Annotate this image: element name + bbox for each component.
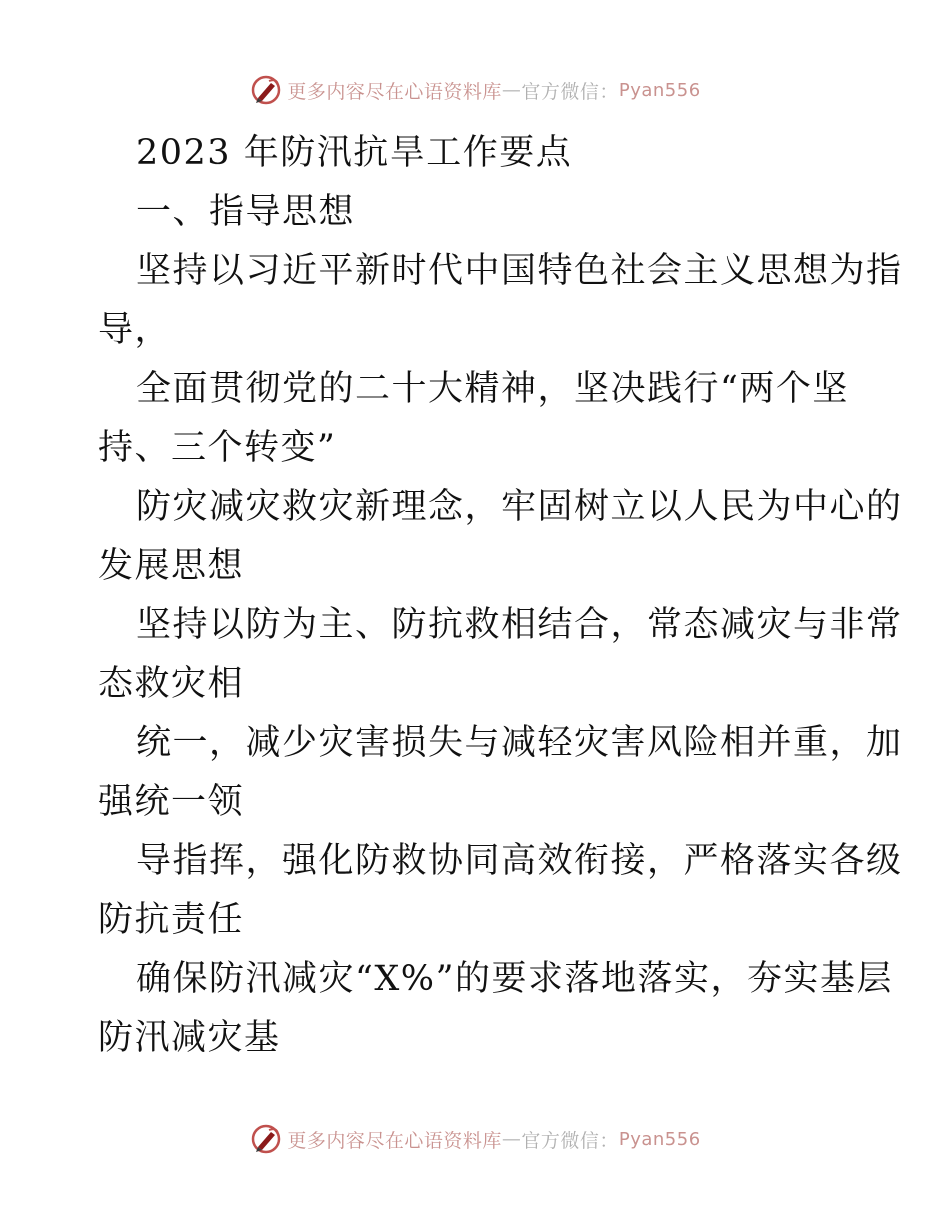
doc-line: 坚持以习近平新时代中国特色社会主义思想为指 [136, 251, 903, 291]
watermark-id: Pyan556 [618, 1128, 701, 1150]
doc-line: 持、三个转变” [98, 428, 337, 468]
doc-line: 防抗责任 [98, 900, 245, 940]
watermark-label: 官方微信： [521, 80, 619, 103]
doc-line: 导指挥，强化防救协同高效衔接，严格落实各级 [136, 841, 903, 881]
doc-line: 发展思想 [98, 546, 245, 586]
doc-line: 防灾减灾救灾新理念，牢固树立以人民为中心的 [136, 487, 903, 527]
doc-line: 坚持以防为主、防抗救相结合，常态减灾与非常 [136, 605, 903, 645]
doc-line-title: 2023 年防汛抗旱工作要点 [136, 133, 573, 173]
watermark-separator: — [501, 79, 522, 101]
doc-line-heading: 一、指导思想 [136, 192, 356, 232]
watermark-text: 更多内容尽在心语资料库 [287, 80, 502, 103]
doc-line: 导， [98, 310, 172, 350]
doc-line: 强统一领 [98, 782, 245, 822]
doc-line: 确保防汛减灾“X%”的要求落地落实，夯实基层 [136, 959, 893, 999]
pen-logo-icon [249, 1122, 283, 1156]
doc-line: 全面贯彻党的二十大精神，坚决践行“两个坚 [136, 369, 849, 409]
doc-line: 态救灾相 [98, 664, 245, 704]
doc-line: 统一，减少灾害损失与减轻灾害风险相并重，加 [136, 723, 903, 763]
doc-line: 防汛减灾基 [98, 1018, 281, 1058]
footer-watermark [0, 1119, 950, 1159]
header-watermark [0, 70, 950, 110]
document-body [98, 124, 903, 1068]
watermark-separator: — [501, 1128, 522, 1150]
pen-logo-icon [249, 73, 283, 107]
watermark-label: 官方微信： [521, 1129, 619, 1152]
watermark-text: 更多内容尽在心语资料库 [287, 1129, 502, 1152]
watermark-id: Pyan556 [618, 79, 701, 101]
